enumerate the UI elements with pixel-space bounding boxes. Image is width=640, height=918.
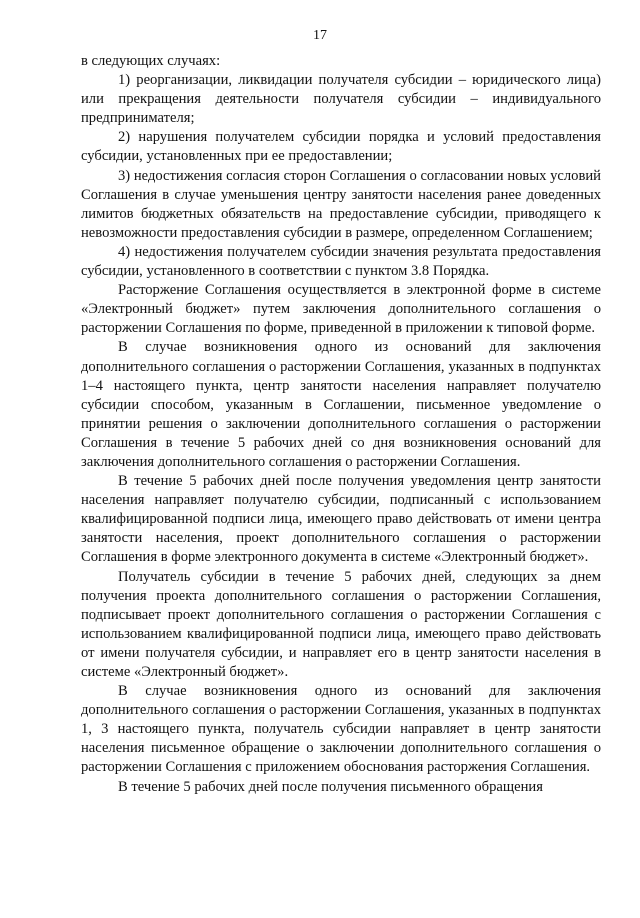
paragraph-draft-agreement: В течение 5 рабочих дней после получения уведомления центр занятости населения направляет получателю субсидии, подписанный с использованием квалифицированной подписи лица, имеющего право действовать от имени центра занятости населения, проект дополнительного соглашения о расторжении Соглашения в форме электронного документа в системе «Электронный бюджет». <box>81 473 601 566</box>
paragraph-continuation: В течение 5 рабочих дней после получения письменного обращения <box>118 778 543 795</box>
paragraph-item-2: 2) нарушения получателем субсидии порядка и условий предоставления субсидии, установленных при ее предоставлении; <box>81 129 601 165</box>
paragraph-notification: В случае возникновения одного из оснований для заключения дополнительного соглашения о расторжении Соглашения, указанных в подпунктах 1–4 настоящего пункта, центр занятости населения направляет получателю субсидии способом, указанным в Соглашении, письменное уведомление о принятии решения о заключении дополнительного соглашения о расторжении Соглашения в течение 5 рабочих дней со дня возникновения оснований для заключения дополнительного соглашения о расторжении Соглашения. <box>81 339 601 470</box>
page-number: 17 <box>313 28 327 43</box>
paragraph-item-3: 3) недостижения согласия сторон Соглашения о согласовании новых условий Соглашения в случае уменьшения центру занятости населения ранее доведенных лимитов бюджетных обязательств на предоставление субсидии, приводящего к невозможности предоставления субсидии в размере, определенном Соглашением; <box>81 167 601 241</box>
paragraph-recipient-signing: Получатель субсидии в течение 5 рабочих дней, следующих за днем получения проекта дополнительного соглашения о расторжении Соглашения, подписывает проект дополнительного соглашения о расторжении Соглашения с использованием квалифицированной подписи лица, имеющего право действовать от имени получателя субсидии, и направляет его в центр занятости населения в системе «Электронный бюджет». <box>81 568 601 680</box>
document-body <box>81 52 601 797</box>
paragraph-item-4: 4) недостижения получателем субсидии значения результата предоставления субсидии, установленного в соответствии с пунктом 3.8 Порядка. <box>81 243 601 280</box>
paragraph-termination-form: Расторжение Соглашения осуществляется в электронной форме в системе «Электронный бюджет» путем заключения дополнительного соглашения о расторжении Соглашения по форме, приведенной в приложении к типовой форме. <box>81 282 601 337</box>
paragraph-recipient-request: В случае возникновения одного из оснований для заключения дополнительного соглашения о расторжении Соглашения, указанных в подпунктах 1, 3 настоящего пункта, получатель субсидии направляет в центр занятости населения письменное обращение о заключении дополнительного соглашения о расторжении Соглашения с приложением обоснования расторжения Соглашения. <box>81 683 601 776</box>
paragraph-intro: в следующих случаях: <box>81 53 221 69</box>
paragraph-item-1: 1) реорганизации, ликвидации получателя субсидии – юридического лица) или прекращения деятельности получателя субсидии – индивидуального предпринимателя; <box>81 72 601 127</box>
